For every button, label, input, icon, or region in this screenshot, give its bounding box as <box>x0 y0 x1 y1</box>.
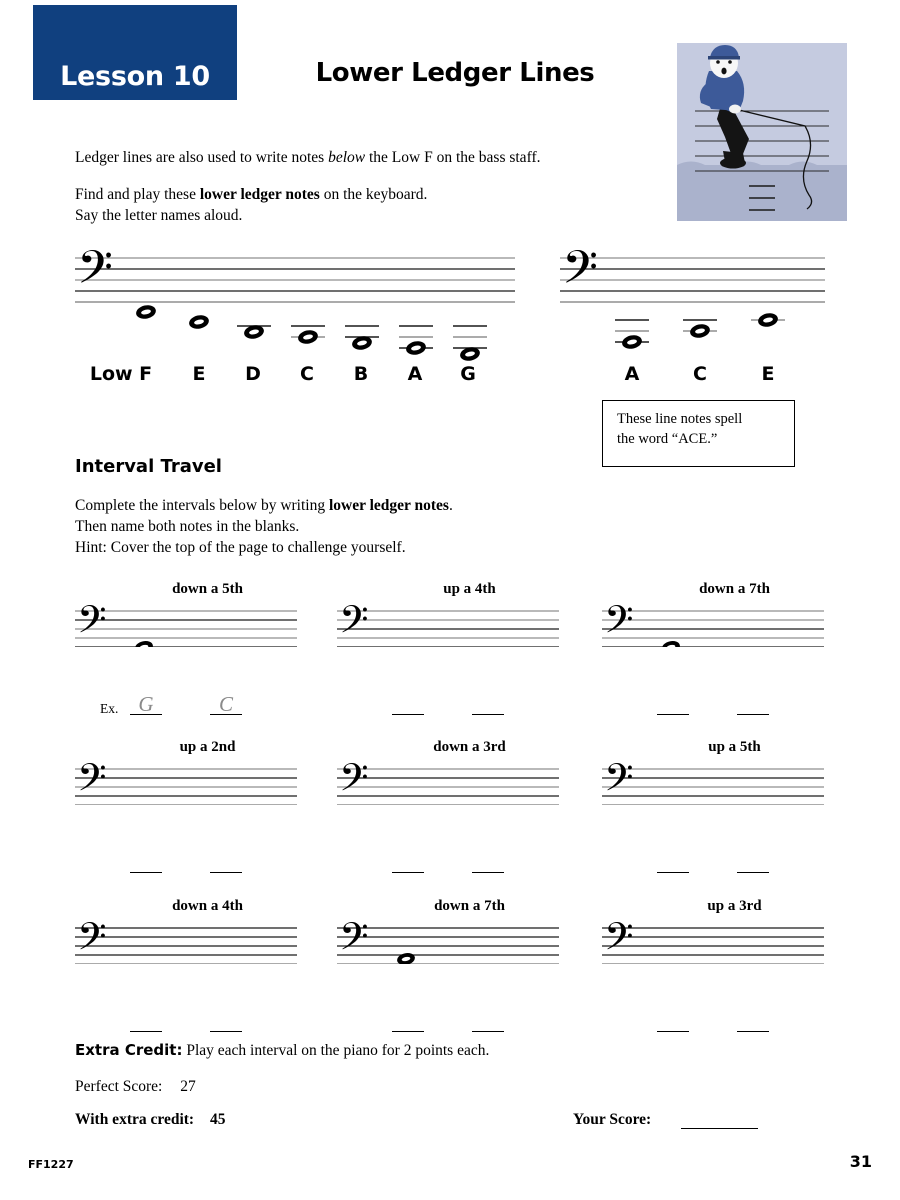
exercise-5-blank-2[interactable] <box>472 872 504 873</box>
demo-note-c <box>291 326 325 346</box>
exercise-9-label: up a 3rd <box>707 898 762 914</box>
bass-clef-icon: 𝄢 <box>77 761 107 805</box>
with-extra-credit-line <box>75 1111 225 1129</box>
exercise-8-blank-2[interactable] <box>472 1031 504 1032</box>
exercise-5[interactable] <box>337 739 602 894</box>
exercise-1-prefix: Ex. <box>100 701 119 716</box>
intro-line-1 <box>75 148 655 168</box>
perfect-score-line <box>75 1078 196 1096</box>
perfect-score-value: 27 <box>180 1078 196 1095</box>
exercise-4-blank-1[interactable] <box>130 872 162 873</box>
fisherman-illustration <box>677 43 847 221</box>
demo-note-label-1: E <box>192 363 206 385</box>
intro-line-1-b: the Low F on the bass staff. <box>365 149 541 166</box>
exercise-6-blank-1[interactable] <box>657 872 689 873</box>
your-score-blank[interactable] <box>681 1128 758 1129</box>
demo-right-note-a <box>615 320 649 351</box>
exercise-9[interactable] <box>602 898 867 1053</box>
with-extra-credit-label: With extra credit: <box>75 1111 195 1128</box>
exercise-3-blank-1[interactable] <box>657 714 689 715</box>
exercise-1-staff[interactable] <box>75 603 297 647</box>
demo-right-label-0: A <box>624 363 640 385</box>
extra-credit-text: Play each interval on the piano for 2 points each. <box>186 1042 490 1059</box>
exercise-6-staff[interactable] <box>602 761 824 805</box>
exercise-9-staff[interactable] <box>602 920 824 964</box>
bass-clef-icon: 𝄢 <box>339 761 369 805</box>
intro-line-1-a: Ledger lines are also used to write notes <box>75 149 329 166</box>
section-line-1 <box>75 495 635 516</box>
demo-note-d <box>237 323 271 340</box>
exercise-2-blank-1[interactable] <box>392 714 424 715</box>
intro-line-2 <box>75 185 655 205</box>
perfect-score-label: Perfect Score: <box>75 1078 163 1095</box>
bass-clef-icon: 𝄢 <box>339 920 369 964</box>
exercise-4-blank-2[interactable] <box>210 872 242 873</box>
demo-note-label-3: C <box>300 363 314 385</box>
bass-clef-icon: 𝄢 <box>604 603 634 647</box>
demo-note-label-5: A <box>407 363 423 385</box>
exercise-2[interactable] <box>337 581 602 736</box>
svg-text:𝄢: 𝄢 <box>77 248 114 306</box>
exercise-5-blank-1[interactable] <box>392 872 424 873</box>
exercise-3-given-note <box>661 639 681 647</box>
extra-credit-label: Extra Credit: <box>75 1041 183 1059</box>
demo-note-low-f <box>135 303 157 320</box>
with-extra-credit-value: 45 <box>209 1111 226 1128</box>
exercise-7-staff[interactable] <box>75 920 297 964</box>
section-line-3: Hint: Cover the top of the page to challenge yourself. <box>75 539 406 557</box>
demo-note-e <box>188 313 210 330</box>
exercise-2-blank-2[interactable] <box>472 714 504 715</box>
exercise-3-label: down a 7th <box>699 581 770 597</box>
bass-clef-icon: 𝄢 <box>339 603 369 647</box>
bass-clef-icon <box>77 248 113 306</box>
exercise-5-label: down a 3rd <box>433 739 506 755</box>
catalog-number: FF1227 <box>28 1158 74 1171</box>
exercise-7-label: down a 4th <box>172 898 243 914</box>
bass-clef-icon: 𝄢 <box>77 920 107 964</box>
ace-callout-line-1: These line notes spell <box>617 411 743 427</box>
section-heading: Interval Travel <box>75 456 222 477</box>
exercise-1-given-note <box>134 639 154 647</box>
exercise-8-blank-1[interactable] <box>392 1031 424 1032</box>
demo-right-label-2: E <box>761 363 775 385</box>
exercise-5-staff[interactable] <box>337 761 559 805</box>
exercise-6[interactable] <box>602 739 867 894</box>
bass-clef-icon: 𝄢 <box>604 920 634 964</box>
demo-note-a <box>399 326 433 357</box>
extra-credit-line <box>75 1041 489 1060</box>
exercise-4-label: up a 2nd <box>179 739 236 755</box>
page-number: 31 <box>849 1152 872 1171</box>
intro-line-2-bold: lower ledger notes <box>199 186 320 204</box>
section-line-2: Then name both notes in the blanks. <box>75 518 300 536</box>
exercise-2-label: up a 4th <box>443 581 496 597</box>
section-instructions <box>75 495 635 559</box>
demo-right-note-c <box>683 320 717 340</box>
exercise-3[interactable] <box>602 581 867 736</box>
intro-line-2-b: on the keyboard. <box>319 186 428 204</box>
exercise-7-blank-2[interactable] <box>210 1031 242 1032</box>
exercise-3-staff[interactable] <box>602 603 824 647</box>
bass-clef-icon <box>562 248 598 306</box>
intro-line-3: Say the letter names aloud. <box>75 206 243 224</box>
demo-note-label-6: G <box>460 363 476 385</box>
exercise-1-answer-2: C <box>218 692 233 716</box>
demo-right-note-e <box>751 311 785 328</box>
exercise-8-staff[interactable] <box>337 920 559 964</box>
intro-line-1-italic: below <box>328 149 366 166</box>
exercise-7-blank-1[interactable] <box>130 1031 162 1032</box>
demo-note-b <box>345 326 379 352</box>
demo-note-g <box>453 326 487 363</box>
section-line-1-b: . <box>448 497 453 514</box>
exercise-8[interactable] <box>337 898 602 1053</box>
exercise-9-blank-1[interactable] <box>657 1031 689 1032</box>
section-line-1-bold: lower ledger notes <box>328 497 449 514</box>
exercise-8-given-note <box>396 951 416 964</box>
ace-callout-line-2: the word “ACE.” <box>617 430 718 447</box>
exercise-2-staff[interactable] <box>337 603 559 647</box>
exercise-7[interactable] <box>75 898 340 1053</box>
exercise-4-staff[interactable] <box>75 761 297 805</box>
intro-line-2-a: Find and play these <box>75 186 200 204</box>
section-line-1-a: Complete the intervals below by writing <box>75 497 329 514</box>
svg-text:𝄢: 𝄢 <box>562 248 599 306</box>
bass-clef-icon: 𝄢 <box>77 603 107 647</box>
fisherman-illustration-svg <box>677 43 847 221</box>
lesson-badge <box>33 5 237 100</box>
exercise-9-blank-2[interactable] <box>737 1031 769 1032</box>
lesson-badge-label: Lesson 10 <box>60 61 210 92</box>
intro-text <box>75 148 655 243</box>
demo-note-label-0: Low F <box>89 363 153 385</box>
exercise-6-blank-2[interactable] <box>737 872 769 873</box>
exercise-3-blank-2[interactable] <box>737 714 769 715</box>
bass-clef-icon: 𝄢 <box>604 761 634 805</box>
demo-note-label-2: D <box>245 363 261 385</box>
demo-note-label-4: B <box>353 363 369 385</box>
demo-right-label-1: C <box>693 363 707 385</box>
exercise-1-label: down a 5th <box>172 581 243 597</box>
exercise-1[interactable] <box>75 581 340 736</box>
exercise-6-label: up a 5th <box>708 739 761 755</box>
exercise-4[interactable] <box>75 739 340 894</box>
your-score-label: Your Score: <box>573 1111 652 1128</box>
ace-callout-box <box>602 400 795 467</box>
exercise-8-label: down a 7th <box>434 898 505 914</box>
exercise-1-answer-1: G <box>138 692 154 716</box>
page-title: Lower Ledger Lines <box>315 58 595 88</box>
